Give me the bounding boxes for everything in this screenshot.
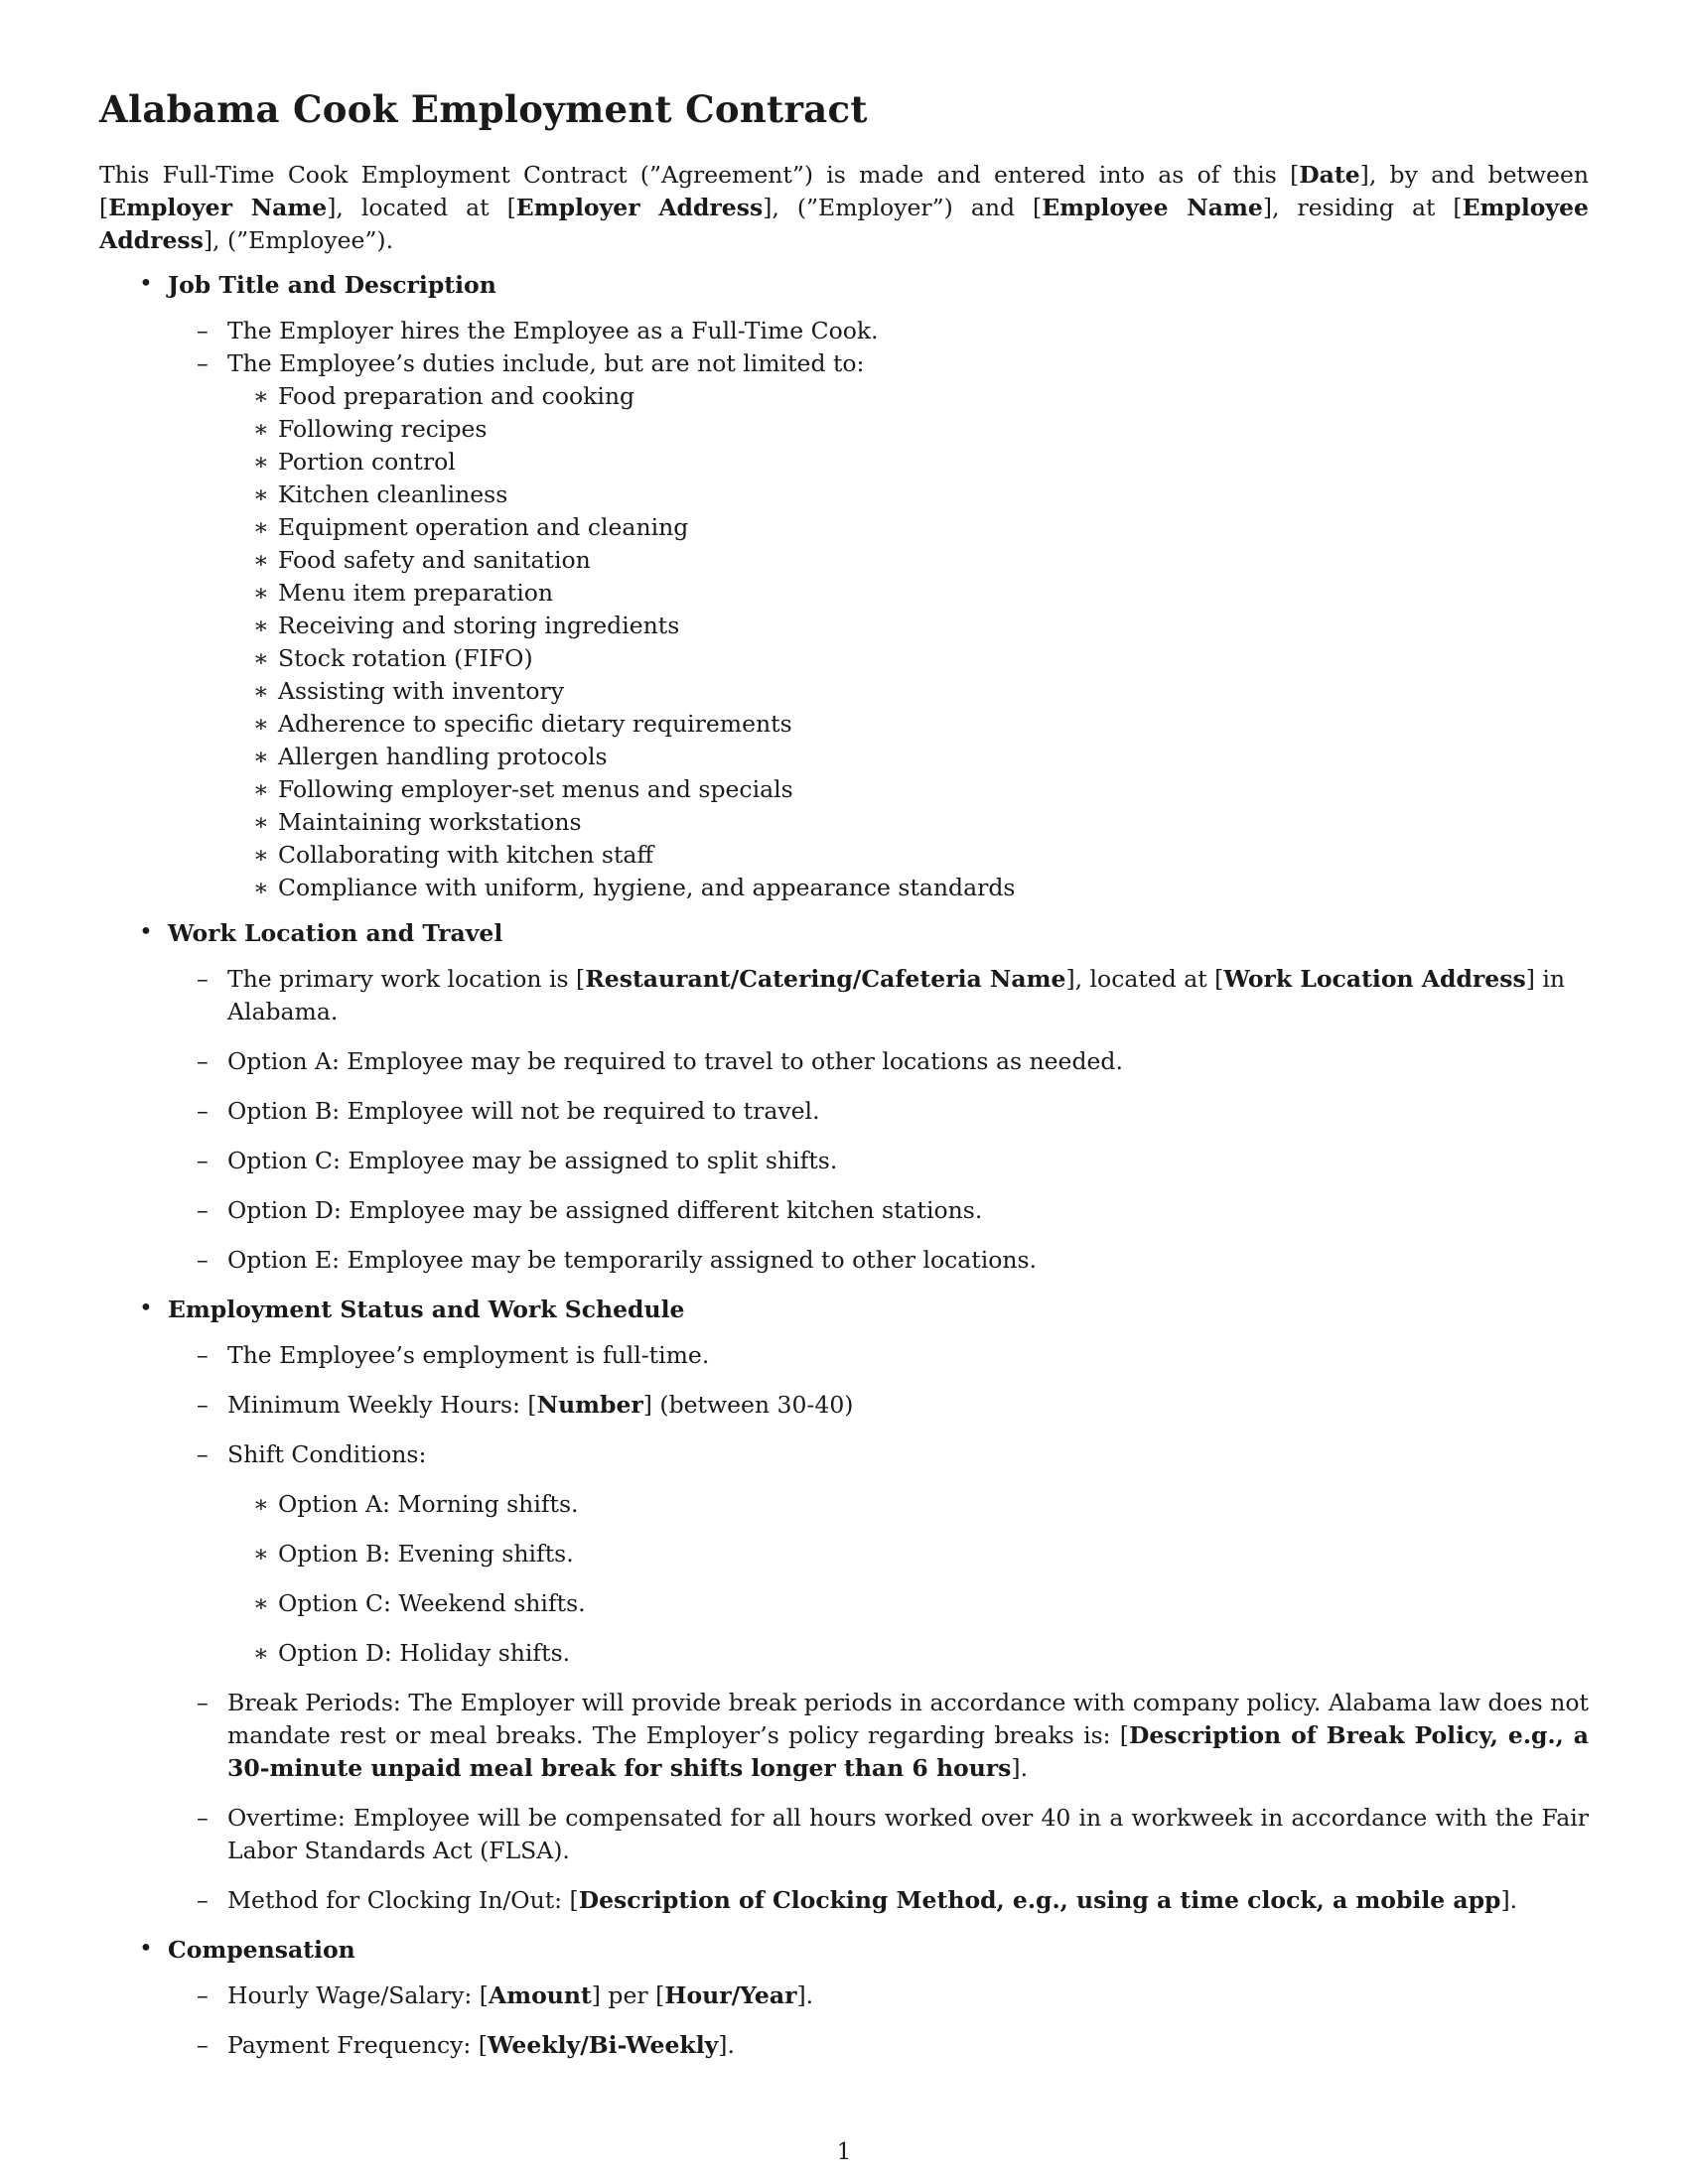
intro-paragraph: This Full-Time Cook Employment Contract (”Agreement”) is made and entered into as of this [Date], by and between [Employer Name], located at [Employer Address], (”Employer”) and [Employee Name], residing at [Employee Address], (”Employee”). (99, 161, 1590, 254)
list-item: – Option D: Employee may be assigned different kitchen stations. (168, 1194, 1589, 1227)
asterisk-icon: ∗ (253, 546, 269, 574)
list-item: – Option E: Employee may be temporarily assigned to other locations. (168, 1244, 1589, 1277)
compensation-items (168, 1979, 1589, 2062)
list-item: – Option A: Employee may be required to travel to other locations as needed. (168, 1045, 1589, 1078)
list-item: – Overtime: Employee will be compensated for all hours worked over 40 in a workweek in accordance with the Fair Labor Standards Act (FLSA). (197, 1804, 1589, 1864)
list-item: ∗ Compliance with uniform, hygiene, and appearance standards (227, 872, 1589, 904)
list-item: – Break Periods: The Employer will provide break periods in accordance with company policy. Alabama law does not mandate rest or meal breaks. The Employer’s policy regarding breaks is: [Description of Break Policy, e.g., a 30-minute unpaid meal break for shifts longer than 6 hours]. (197, 1689, 1589, 1782)
job-items (168, 315, 1589, 904)
document-page (99, 87, 1589, 2062)
dash-icon: – (197, 965, 209, 993)
list-item: ∗ Following recipes (227, 413, 1589, 446)
section-list (99, 269, 1589, 2062)
clocking-method-placeholder: Description of Clocking Method, e.g., using a time clock, a mobile app (578, 1886, 1501, 1914)
list-item: – Option C: Employee may be assigned to split shifts. (168, 1145, 1589, 1177)
wage-amount-placeholder: Amount (488, 1981, 592, 2009)
dash-icon: – (197, 1440, 209, 1468)
section-heading: Compensation (168, 1936, 355, 1964)
dash-icon: – (197, 1047, 209, 1075)
section-compensation (99, 1934, 1589, 2062)
list-item: – Method for Clocking In/Out: [Description of Clocking Method, e.g., using a time clock, a mobile app]. (168, 1884, 1589, 1917)
date-placeholder: Date (1299, 161, 1360, 189)
dash-icon: – (197, 1391, 209, 1419)
dash-icon: – (197, 1246, 209, 1274)
list-item: – The Employee’s employment is full-time. (168, 1339, 1589, 1372)
asterisk-icon: ∗ (253, 710, 269, 738)
section-location (99, 917, 1589, 1277)
list-item: ∗ Food preparation and cooking (227, 380, 1589, 413)
wage-unit-placeholder: Hour/Year (664, 1981, 797, 2009)
section-heading: Job Title and Description (168, 271, 496, 299)
list-item: ∗ Option A: Morning shifts. (227, 1488, 1589, 1521)
dash-icon: – (197, 1981, 209, 2009)
list-item: ∗ Portion control (227, 446, 1589, 478)
asterisk-icon: ∗ (253, 775, 269, 803)
list-item: ∗ Maintaining workstations (227, 806, 1589, 839)
list-item: ∗ Allergen handling protocols (227, 741, 1589, 773)
dash-icon: – (197, 1196, 209, 1224)
list-item: ∗ Adherence to specific dietary requirements (227, 708, 1589, 741)
asterisk-icon: ∗ (253, 743, 269, 770)
asterisk-icon: ∗ (253, 1639, 269, 1667)
dash-icon: – (197, 1689, 209, 1716)
employer-address-placeholder: Employer Address (515, 194, 764, 221)
section-job (99, 269, 1589, 904)
shift-list (227, 1488, 1589, 1670)
asterisk-icon: ∗ (253, 448, 269, 476)
bullet-icon: • (139, 1294, 153, 1321)
asterisk-icon: ∗ (253, 382, 269, 410)
list-item: ∗ Receiving and storing ingredients (227, 610, 1589, 642)
asterisk-icon: ∗ (253, 874, 269, 901)
list-item: ∗ Option D: Holiday shifts. (227, 1637, 1589, 1670)
list-item: ∗ Collaborating with kitchen staff (227, 839, 1589, 872)
list-item: ∗ Option B: Evening shifts. (227, 1538, 1589, 1570)
list-item: – Minimum Weekly Hours: [Number] (between 30-40) (168, 1389, 1589, 1422)
list-item: – The Employer hires the Employee as a Full-Time Cook. (168, 315, 1589, 347)
payment-frequency-placeholder: Weekly/Bi-Weekly (487, 2031, 719, 2059)
duties-list (227, 380, 1589, 904)
asterisk-icon: ∗ (253, 1490, 269, 1518)
document-title: Alabama Cook Employment Contract (99, 87, 868, 131)
employee-address-placeholder: Employee Address (99, 194, 1589, 254)
list-item: ∗ Stock rotation (FIFO) (227, 642, 1589, 675)
asterisk-icon: ∗ (253, 841, 269, 869)
bullet-icon: • (139, 269, 153, 297)
list-item: ∗ Equipment operation and cleaning (227, 511, 1589, 544)
work-location-address-placeholder: Work Location Address (1223, 965, 1526, 993)
asterisk-icon: ∗ (253, 808, 269, 836)
break-policy-placeholder: Description of Break Policy, e.g., a 30-minute unpaid meal break for shifts longer than 6 hours (227, 1721, 1589, 1782)
list-item: – The primary work location is [Restaurant/Catering/Cafeteria Name], located at [Work Location Address] in Alabama. (197, 965, 1565, 1025)
list-item: – Shift Conditions: ∗ Option A: Morning shifts. ∗ Option B: Evening shifts. ∗ Option C: Weekend shifts. ∗ Option D: Holiday shifts. (168, 1438, 1589, 1670)
list-item: – The Employee’s duties include, but are not limited to: ∗ Food preparation and cooking ∗ Following recipes ∗ Portion control ∗ Kitchen cleanliness ∗ Equipment operation and cleaning ∗ Food safety and sanitation ∗ Menu item preparation ∗ Receiving and storing ingredients ∗ Stock rotation (FIFO) ∗ Assisting with inventory ∗ Adherence to specific dietary requirements ∗ Allergen handling protocols ∗ Following employer-set menus and specials ∗ Maintaining workstations ∗ Collaborating with kitchen staff ∗ Compliance with uniform, hygiene, and appearance standards (168, 347, 1589, 904)
list-item: ∗ Following employer-set menus and specials (227, 773, 1589, 806)
asterisk-icon: ∗ (253, 1589, 269, 1617)
employer-name-placeholder: Employer Name (108, 194, 328, 221)
list-item: ∗ Food safety and sanitation (227, 544, 1589, 577)
asterisk-icon: ∗ (253, 480, 269, 508)
dash-icon: – (197, 1097, 209, 1125)
asterisk-icon: ∗ (253, 513, 269, 541)
dash-icon: – (197, 1804, 209, 1832)
list-item: ∗ Assisting with inventory (227, 675, 1589, 708)
dash-icon: – (197, 1341, 209, 1369)
dash-icon: – (197, 2031, 209, 2059)
list-item: ∗ Kitchen cleanliness (227, 478, 1589, 511)
page-number: 1 (836, 2139, 852, 2165)
status-items (168, 1339, 1589, 1917)
section-heading: Employment Status and Work Schedule (168, 1296, 685, 1323)
asterisk-icon: ∗ (253, 644, 269, 672)
work-location-name-placeholder: Restaurant/Catering/Cafeteria Name (585, 965, 1066, 993)
list-item: – Hourly Wage/Salary: [Amount] per [Hour/Year]. (168, 1979, 1589, 2012)
asterisk-icon: ∗ (253, 612, 269, 639)
list-item: – Option B: Employee will not be required to travel. (168, 1095, 1589, 1128)
employee-name-placeholder: Employee Name (1042, 194, 1263, 221)
asterisk-icon: ∗ (253, 677, 269, 705)
asterisk-icon: ∗ (253, 1540, 269, 1568)
dash-icon: – (197, 317, 209, 344)
bullet-icon: • (139, 917, 153, 945)
section-heading: Work Location and Travel (168, 919, 503, 947)
dash-icon: – (197, 1886, 209, 1914)
dash-icon: – (197, 1147, 209, 1174)
asterisk-icon: ∗ (253, 415, 269, 443)
list-item: ∗ Option C: Weekend shifts. (227, 1587, 1589, 1620)
list-item: – Payment Frequency: [Weekly/Bi-Weekly]. (168, 2029, 1589, 2062)
location-items (168, 963, 1589, 1277)
asterisk-icon: ∗ (253, 579, 269, 607)
section-status (99, 1294, 1589, 1917)
bullet-icon: • (139, 1934, 153, 1962)
dash-icon: – (197, 349, 209, 377)
min-hours-placeholder: Number (536, 1391, 643, 1419)
list-item: ∗ Menu item preparation (227, 577, 1589, 610)
